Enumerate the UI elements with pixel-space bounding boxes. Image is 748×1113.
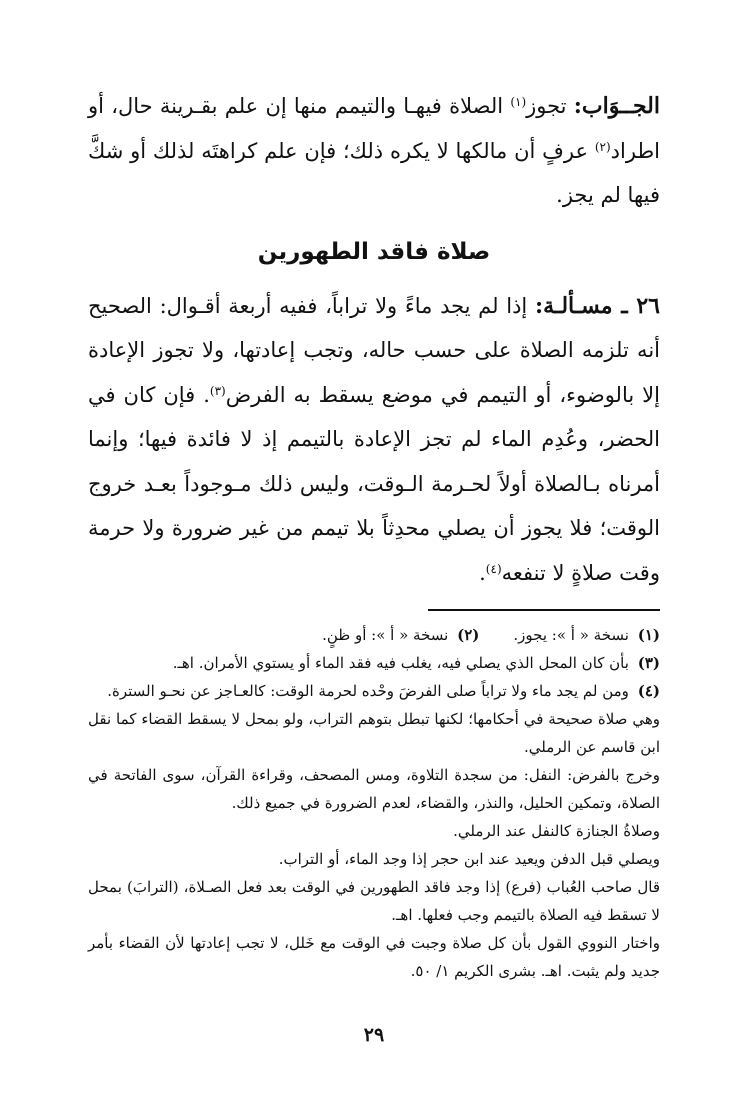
footnote-ref-1[interactable]: (١) bbox=[510, 95, 527, 109]
section-heading: صلاة فاقد الطهورين bbox=[257, 238, 491, 265]
answer-label: الجــوَاب: bbox=[573, 93, 660, 119]
footnote-2-number: (٢) bbox=[457, 626, 480, 644]
footnote-1-number: (١) bbox=[637, 626, 660, 644]
issue-label: ٢٦ ـ مسـألـة: bbox=[534, 292, 660, 319]
footnote-1-text: نسخة « أ »: يجوز. bbox=[513, 626, 629, 644]
footnote-2-text: نسخة « أ »: أو ظنٍ. bbox=[322, 626, 449, 644]
issue-text-3: . bbox=[479, 560, 486, 585]
footnote-3-number: (٣) bbox=[637, 654, 660, 672]
answer-text-2: الصلاة فيهـا والتيمم منها إن علم بقـرينة حال، أو اطراد bbox=[88, 94, 660, 163]
page-number: ٢٩ bbox=[363, 1024, 385, 1046]
footnote-2 bbox=[322, 621, 479, 649]
issue-paragraph bbox=[88, 284, 660, 596]
footnote-4-continuation-5: قال صاحب العُباب (فرع) إذا وجد فاقد الطهورين في الوقت بعد فعل الصـلاة، (الترابَ) بمحل لا تسقط فيه الصلاة بالتيمم وجب فعلها. اهـ. bbox=[88, 878, 660, 924]
answer-text-1: تجوز bbox=[526, 94, 567, 118]
answer-paragraph bbox=[88, 84, 660, 218]
footnote-4 bbox=[88, 677, 660, 705]
footnote-4-number: (٤) bbox=[637, 682, 660, 700]
footnote-4-text: ومن لم يجد ماء ولا تراباً صلى الفرضَ وحْده لحرمة الوقت: كالعـاجز عن نحـو السترة. bbox=[107, 682, 629, 700]
footnote-4-continuation-6: واختار النووي القول بأن كل صلاة وجبت في الوقت مع خَلل، لا تجب إعادتها لأن القضاء بأمر جديد ولم يثبت. اهـ. بشرى الكريم ١/ ٥٠. bbox=[88, 934, 660, 980]
footnote-4-continuation-1: وهي صلاة صحيحة في أحكامها؛ لكنها تبطل بتوهم التراب، ولو بمحل لا يسقط القضاء كما نقل ابن قاسم عن الرملي. bbox=[88, 710, 660, 756]
footnote-4-continuation-4: ويصلي قبل الدفن ويعيد عند ابن حجر إذا وجد الماء، أو التراب. bbox=[278, 850, 660, 868]
footnote-4-continuation-2: وخرج بالفرض: النفل: من سجدة التلاوة، ومس المصحف، وقراءة القرآن، سوى الفاتحة في الصلاة، وتمكين الحليل، والنذر، والقضاء، لعدم الضرورة في جميع ذلك. bbox=[88, 766, 660, 812]
footnotes-row-1-2 bbox=[88, 621, 660, 649]
footnote-ref-3[interactable]: (٣) bbox=[209, 383, 226, 398]
footnote-ref-2[interactable]: (٢) bbox=[594, 139, 611, 154]
footnote-divider bbox=[428, 609, 660, 611]
footnote-3-text: بأن كان المحل الذي يصلي فيه، يغلب فيه فقد الماء أو يستوي الأمران. اهـ. bbox=[172, 654, 629, 672]
footnote-1 bbox=[513, 621, 660, 649]
footnote-4-continuation-3: وصلاةُ الجنازة كالنفل عند الرملي. bbox=[453, 822, 660, 840]
issue-text-2: . فإن كان في الحضر، وعُدِم الماء لم تجز الإعادة بالتيمم إذ لا فائدة فيها؛ وإنما أمرناه بـالصلاة أولاً لحـرمة الـوقت، وليس ذلك مـوجوداً بعـد خروج الوقت؛ فلا يجوز أن يصلي محدِثاً بلا تيمم من غير ضرورة ولا حرمة وقت صلاةٍ لا تنفعه bbox=[88, 382, 660, 585]
footnote-3 bbox=[88, 649, 660, 677]
footnote-ref-4[interactable]: (٤) bbox=[485, 561, 502, 576]
page-body bbox=[88, 84, 660, 985]
issue-text-1: إذا لم يجد ماءً ولا تراباً، ففيه أربعة أقـوال: الصحيح أنه تلزمه الصلاة على حسب حاله، وتجب إعادتها، ولا تجوز الإعادة إلا بالوضوء، أو التيمم في موضع يسقط به الفرض bbox=[88, 293, 660, 407]
answer-text-3: عرفٍ أن مالكها لا يكره ذلك؛ فإن علم كراهتَه لذلك أو شكَّ فيها لم يجز. bbox=[88, 138, 660, 207]
